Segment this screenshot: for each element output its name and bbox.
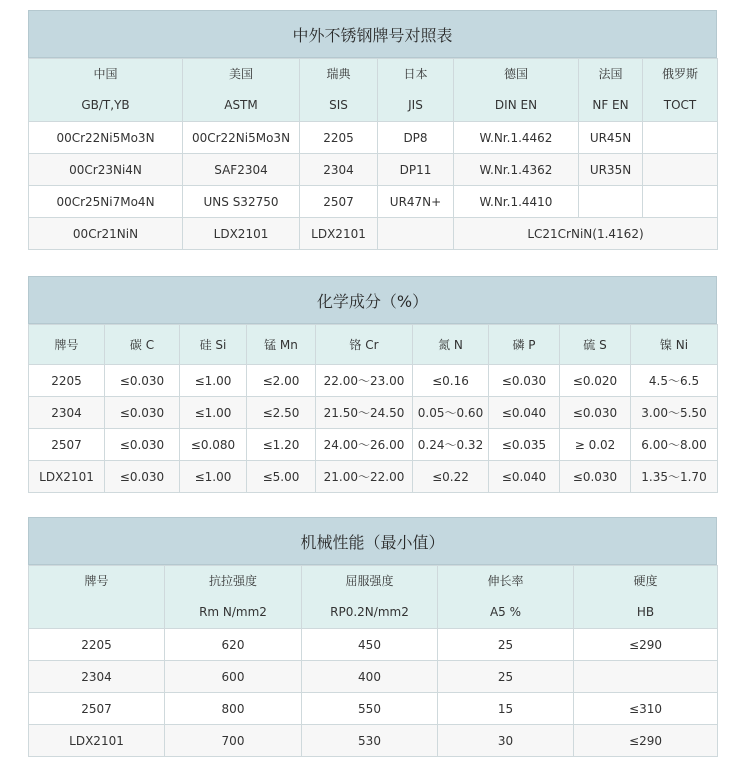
cell: LC21CrNiN(1.4162) — [454, 218, 718, 250]
header-france: 法国 NF EN — [579, 59, 643, 122]
cell: 600 — [165, 661, 302, 693]
cell: 0.05～0.60 — [413, 397, 489, 429]
table-row — [29, 661, 718, 693]
cell: 2304 — [29, 661, 165, 693]
cell: 700 — [165, 725, 302, 757]
table-row — [29, 461, 718, 493]
table-row — [29, 218, 718, 250]
header-elongation: 伸长率 A5 % — [438, 566, 574, 629]
header-sweden: 瑞典 SIS — [300, 59, 378, 122]
cell: 0.24～0.32 — [413, 429, 489, 461]
cell: 2304 — [300, 154, 378, 186]
header-hardness: 硬度 HB — [574, 566, 718, 629]
cell: 15 — [438, 693, 574, 725]
cell: ≤2.50 — [247, 397, 316, 429]
cell: ≤0.030 — [560, 397, 631, 429]
cell: ≤0.040 — [489, 397, 560, 429]
cell: ≤0.040 — [489, 461, 560, 493]
cell: 2507 — [29, 693, 165, 725]
cell: W.Nr.1.4362 — [454, 154, 579, 186]
table-row — [29, 365, 718, 397]
header-silicon: 硅 Si — [180, 325, 247, 365]
header-grade: 牌号 — [29, 566, 165, 629]
cell: 2205 — [29, 365, 105, 397]
table-row — [29, 725, 718, 757]
table-row — [29, 693, 718, 725]
cell: 21.50～24.50 — [316, 397, 413, 429]
header-carbon: 碳 C — [105, 325, 180, 365]
cell: 25 — [438, 661, 574, 693]
cell: LDX2101 — [300, 218, 378, 250]
cell: ≤310 — [574, 693, 718, 725]
cell: 22.00～23.00 — [316, 365, 413, 397]
cell: UR35N — [579, 154, 643, 186]
table-row — [29, 429, 718, 461]
cell — [643, 154, 718, 186]
cell: ≤0.030 — [105, 461, 180, 493]
cell: 1.35～1.70 — [631, 461, 718, 493]
cell: 450 — [302, 629, 438, 661]
header-germany: 德国 DIN EN — [454, 59, 579, 122]
table-row — [29, 397, 718, 429]
cell — [378, 218, 454, 250]
cell: 21.00～22.00 — [316, 461, 413, 493]
cell: ≤1.00 — [180, 397, 247, 429]
cell: 800 — [165, 693, 302, 725]
cell: LDX2101 — [29, 725, 165, 757]
header-china: 中国 GB/T,YB — [29, 59, 183, 122]
cell: 2507 — [300, 186, 378, 218]
cell: 00Cr23Ni4N — [29, 154, 183, 186]
cell: 400 — [302, 661, 438, 693]
cell — [574, 661, 718, 693]
cell: SAF2304 — [183, 154, 300, 186]
cell: ≤0.030 — [105, 365, 180, 397]
cell — [579, 186, 643, 218]
cell: 30 — [438, 725, 574, 757]
cell: 4.5～6.5 — [631, 365, 718, 397]
cell: ≤0.030 — [489, 365, 560, 397]
header-chromium: 铬 Cr — [316, 325, 413, 365]
cell: 00Cr25Ni7Mo4N — [29, 186, 183, 218]
cell: 2205 — [29, 629, 165, 661]
chemical-composition-header-row — [29, 325, 718, 365]
cell: W.Nr.1.4410 — [454, 186, 579, 218]
cell: ≤0.030 — [105, 429, 180, 461]
cell: 00Cr22Ni5Mo3N — [183, 122, 300, 154]
cell: ≤0.030 — [560, 461, 631, 493]
cell: ≤290 — [574, 629, 718, 661]
cell: ≤1.00 — [180, 365, 247, 397]
cell: UR47N+ — [378, 186, 454, 218]
header-usa: 美国 ASTM — [183, 59, 300, 122]
mechanical-properties-title: 机械性能（最小值） — [28, 517, 717, 565]
cell: ≤0.22 — [413, 461, 489, 493]
cell — [643, 122, 718, 154]
cell: ≤5.00 — [247, 461, 316, 493]
cell: ≤2.00 — [247, 365, 316, 397]
header-japan: 日本 JIS — [378, 59, 454, 122]
mechanical-properties-header-row — [29, 566, 718, 629]
cell: ≤0.080 — [180, 429, 247, 461]
cell: ≤1.00 — [180, 461, 247, 493]
grade-comparison-title: 中外不锈钢牌号对照表 — [28, 10, 717, 58]
cell: DP8 — [378, 122, 454, 154]
grade-comparison-header-row — [29, 59, 718, 122]
header-russia: 俄罗斯 TOCT — [643, 59, 718, 122]
cell: UR45N — [579, 122, 643, 154]
header-yield-strength: 屈服强度 RP0.2N/mm2 — [302, 566, 438, 629]
cell: 2205 — [300, 122, 378, 154]
cell: LDX2101 — [29, 461, 105, 493]
header-tensile-strength: 抗拉强度 Rm N/mm2 — [165, 566, 302, 629]
table-row — [29, 122, 718, 154]
cell: 620 — [165, 629, 302, 661]
cell: 530 — [302, 725, 438, 757]
cell: ≤290 — [574, 725, 718, 757]
cell: ≤0.16 — [413, 365, 489, 397]
header-manganese: 锰 Mn — [247, 325, 316, 365]
cell: DP11 — [378, 154, 454, 186]
table-row — [29, 629, 718, 661]
cell: W.Nr.1.4462 — [454, 122, 579, 154]
cell: 2507 — [29, 429, 105, 461]
header-grade: 牌号 — [29, 325, 105, 365]
table-row — [29, 186, 718, 218]
header-sulfur: 硫 S — [560, 325, 631, 365]
cell: 00Cr21NiN — [29, 218, 183, 250]
cell: ≤0.020 — [560, 365, 631, 397]
header-phosphorus: 磷 P — [489, 325, 560, 365]
header-nitrogen: 氮 N — [413, 325, 489, 365]
cell: 550 — [302, 693, 438, 725]
cell: 6.00～8.00 — [631, 429, 718, 461]
table-row — [29, 154, 718, 186]
mechanical-properties-table — [28, 517, 717, 757]
cell: 00Cr22Ni5Mo3N — [29, 122, 183, 154]
chemical-composition-title: 化学成分（%） — [28, 276, 717, 324]
cell: ≤0.030 — [105, 397, 180, 429]
cell: 25 — [438, 629, 574, 661]
cell — [643, 186, 718, 218]
cell: 2304 — [29, 397, 105, 429]
cell: UNS S32750 — [183, 186, 300, 218]
grade-comparison-table — [28, 10, 717, 250]
cell: 24.00～26.00 — [316, 429, 413, 461]
cell: ≤1.20 — [247, 429, 316, 461]
cell: ≤0.035 — [489, 429, 560, 461]
cell: LDX2101 — [183, 218, 300, 250]
cell: 3.00～5.50 — [631, 397, 718, 429]
chemical-composition-table — [28, 276, 717, 493]
header-nickel: 镍 Ni — [631, 325, 718, 365]
cell: ≥ 0.02 — [560, 429, 631, 461]
